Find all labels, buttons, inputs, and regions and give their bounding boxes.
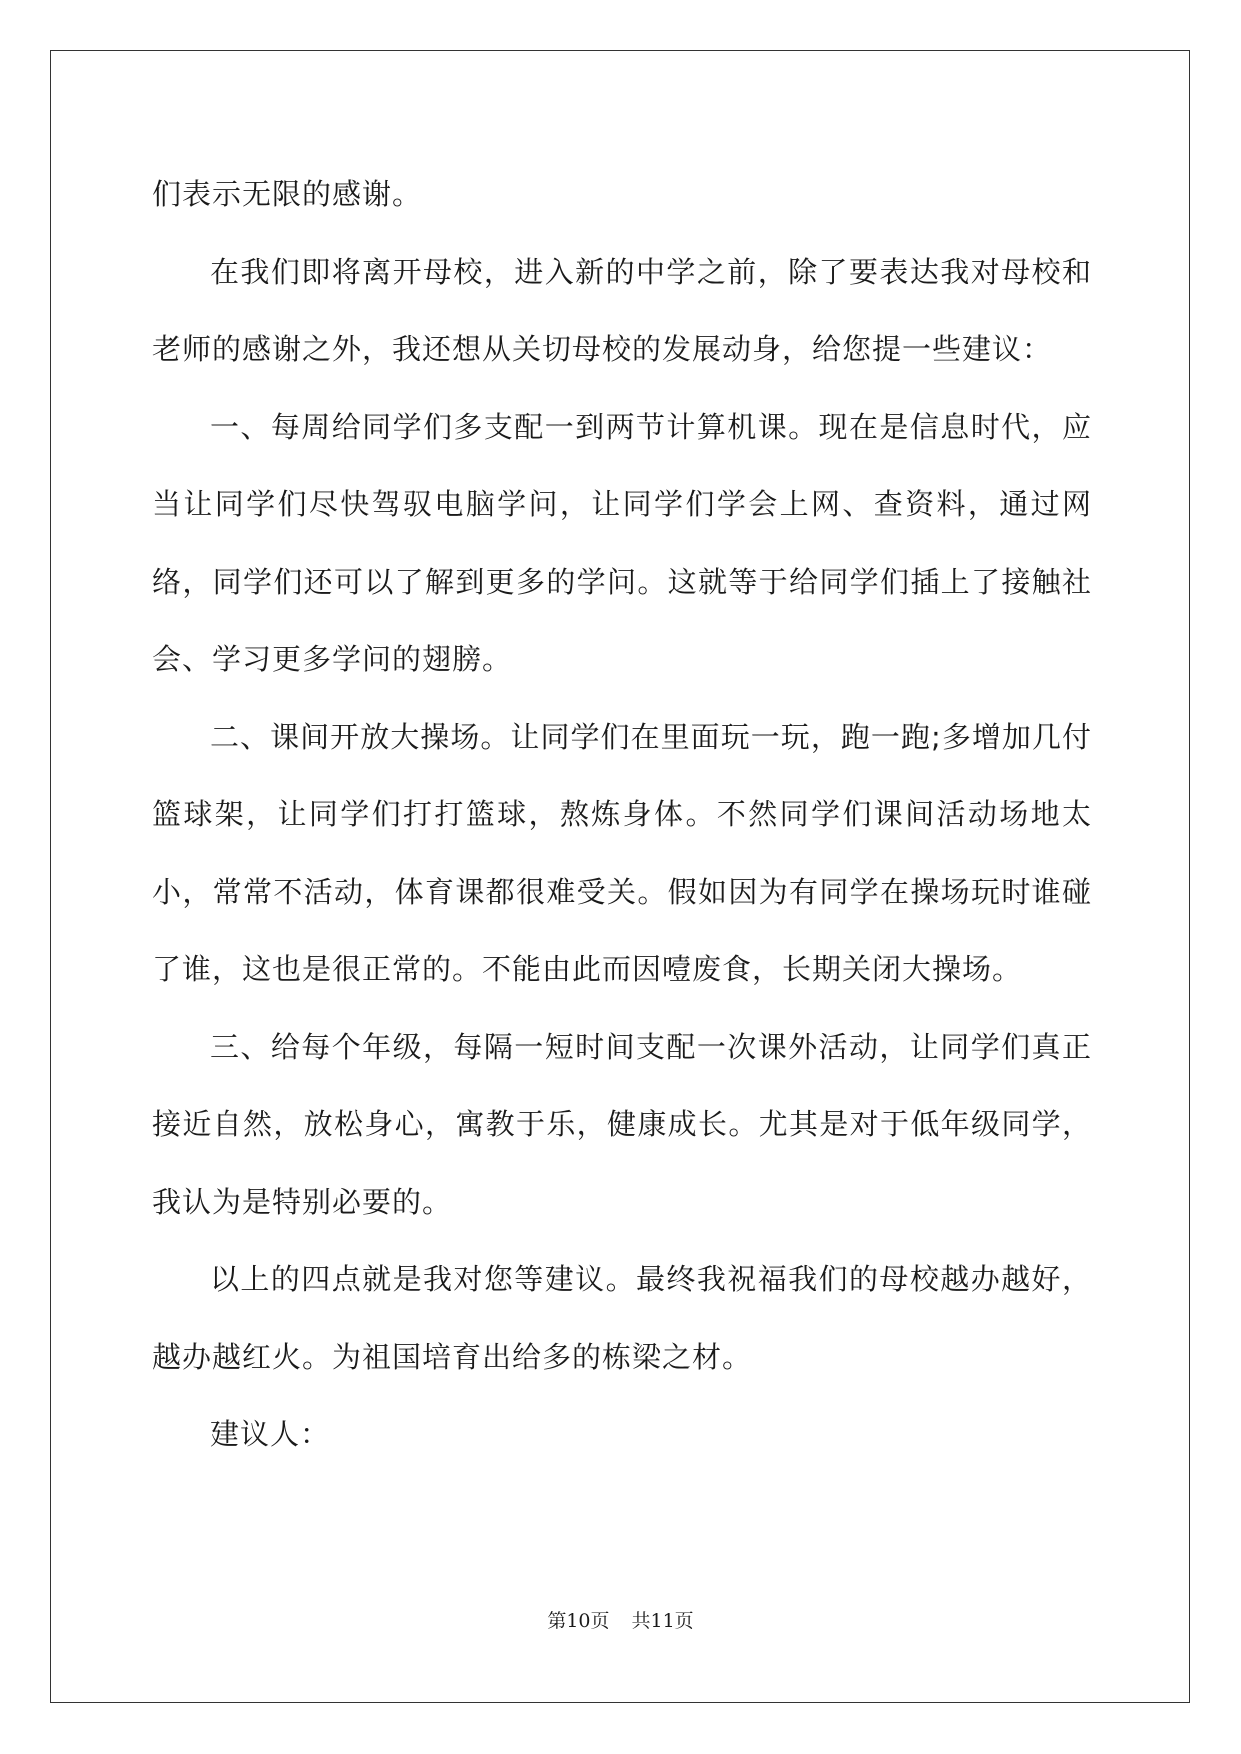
paragraph-continuation: 们表示无限的感谢。 — [152, 177, 423, 211]
paragraph-conclusion: 以上的四点就是我对您等建议。最终我祝福我们的母校越办越好，越办越红火。为祖国培育出给多的栋梁之材。 — [152, 1262, 1092, 1374]
paragraph-intro: 在我们即将离开母校，进入新的中学之前，除了要表达我对母校和老师的感谢之外，我还想从关切母校的发展动身，给您提一些建议： — [152, 254, 1092, 366]
paragraph-signature: 建议人： — [210, 1417, 331, 1451]
page-footer — [0, 1606, 1241, 1633]
page-number: 第10页 — [547, 1610, 610, 1632]
paragraph-suggestion-3: 三、给每个年级，每隔一短时间支配一次课外活动，让同学们真正接近自然，放松身心，寓教于乐，健康成长。尤其是对于低年级同学，我认为是特别必要的。 — [152, 1029, 1092, 1219]
paragraph-suggestion-1: 一、每周给同学们多支配一到两节计算机课。现在是信息时代，应当让同学们尽快驾驭电脑学问，让同学们学会上网、查资料，通过网络，同学们还可以了解到更多的学问。这就等于给同学们插上了接触社会、学习更多学问的翅膀。 — [152, 409, 1092, 676]
page-total: 共11页 — [631, 1610, 694, 1632]
document-body — [152, 156, 1092, 1474]
paragraph-suggestion-2: 二、课间开放大操场。让同学们在里面玩一玩，跑一跑;多增加几付篮球架，让同学们打打篮球，熬炼身体。不然同学们课间活动场地太小，常常不活动，体育课都很难受关。假如因为有同学在操场玩时谁碰了谁，这也是很正常的。不能由此而因噎废食，长期关闭大操场。 — [152, 719, 1092, 986]
